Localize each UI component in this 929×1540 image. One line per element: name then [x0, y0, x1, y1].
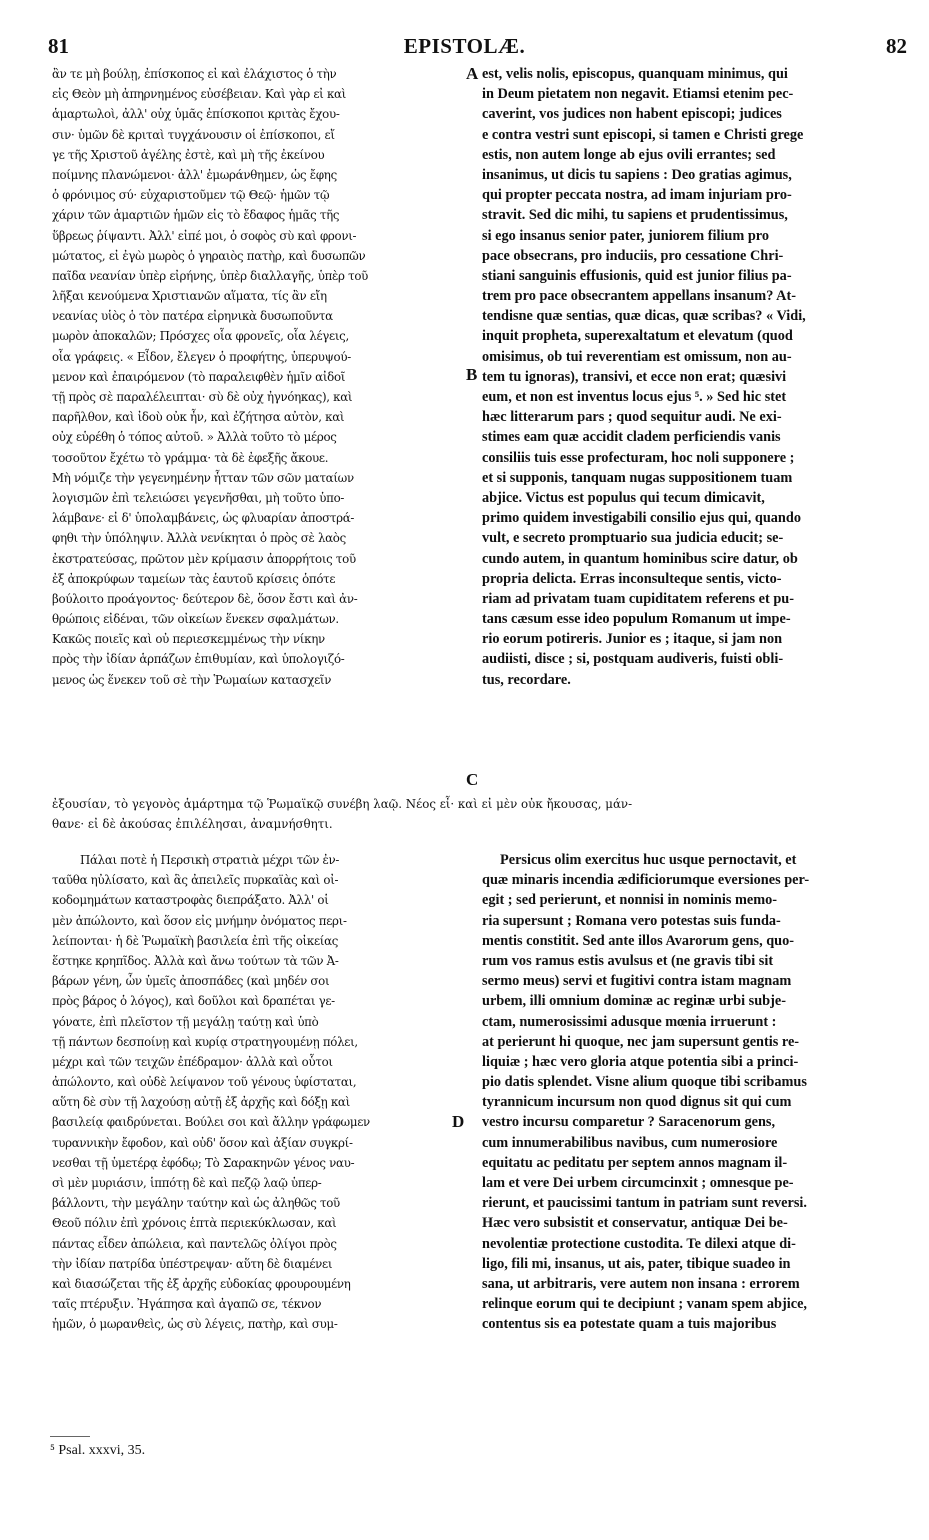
latin-col-a-line: stravit. Sed dic mihi, tu sapiens et prudentissimus, [482, 207, 788, 224]
latin-col-a-line: insanimus, ut dicis tu sapiens : Deo gratias agimus, [482, 166, 792, 183]
greek-col-b-line: πρὸς βάρος ὁ λόγος), καὶ δοῦλοι καὶ δραπέται γε- [52, 994, 335, 1009]
latin-col-a-line: tendisne quæ sentias, quæ dicas, quæ scribas? « Vidi, [482, 308, 806, 325]
latin-col-a-line: inquit propheta, superexaltatum et elevatum (quod [482, 328, 793, 345]
latin-col-a-line: abjice. Victus est populus qui tecum dimicavit, [482, 489, 765, 506]
greek-col-a-line: γε τῆς Χριστοῦ ἀγέλης ἐστὲ, καὶ μὴ τῆς ἐκείνου [52, 147, 325, 162]
latin-col-b-line: contentus sis ea potestate quam a tuis majoribus [482, 1316, 777, 1333]
greek-col-a-line: θρώποις εἰδέναι, τῶν οἰκείων ἕνεκεν σφαλμάτων. [52, 612, 339, 627]
latin-col-a-line: pace obsecrans, pro induciis, pro cessatione Chri- [482, 247, 784, 264]
greek-col-b-line: βασιλείᾳ φαιδρύνεται. Βούλει σοι καὶ ἄλλην γράφωμεν [52, 1115, 370, 1130]
latin-col-a-line: in Deum pietatem non negavit. Etiamsi etenim pec- [482, 86, 794, 103]
greek-col-a-line: μενος ὡς ἕνεκεν τοῦ σὲ τὴν Ῥωμαίων κατασχεῖν [52, 672, 332, 687]
greek-col-a-line: οὐχ εὑρέθη ὁ τόπος αὐτοῦ. » Ἀλλὰ τοῦτο τὸ μέρος [52, 430, 337, 445]
latin-col-b-line: vestro incursu comparetur ? Saracenorum gens, [482, 1114, 776, 1131]
greek-col-a-line: ὕβρεως ῥίψαντι. Ἀλλ' εἰπέ μοι, ὁ σοφὸς σὺ καὶ φρονι- [52, 228, 357, 243]
greek-column-a [52, 64, 467, 690]
page-number-right: 82 [886, 34, 907, 58]
greek-col-a-line: ἂν τε μὴ βούλῃ, ἐπίσκοπος εἰ καὶ ἐλάχιστος ὁ τὴν [52, 67, 337, 81]
latin-col-b-line: ligo, fili mi, insanus, ut ais, pater, tibique suadeo in [482, 1255, 791, 1272]
greek-col-b-line: τὴν ἰδίαν πατρίδα ὑπέστρεψαν· αὕτη δὲ διαμένει [52, 1256, 333, 1271]
latin-col-a-line: trem pro pace obsecrantem appellans insanum? At- [482, 288, 797, 305]
latin-col-b-line: rum vos ramus estis avulsus et (ne gravis tibi sit [482, 952, 774, 969]
greek-col-a-line: μώτατος, εἰ ἐγὼ μωρὸς ὁ γηραιὸς πατὴρ, καὶ δυσωπῶν [52, 248, 366, 263]
latin-col-a-line: rio eorum potireris. Junior es ; itaque, si jam non [482, 631, 783, 648]
latin-col-b-line: urbem, illi omnium dominæ ac reginæ urbi subje- [482, 993, 786, 1010]
greek-col-a-line: τοσοῦτον ἔχέτω τὸ γράμμα· τὰ δὲ ἐφεξῆς ἄκουε. [52, 450, 329, 465]
latin-col-b-line: relinque eorum qui te decipiunt ; vanam spem abjice, [482, 1296, 807, 1313]
latin-col-a-line: tans cæsum esse ideo populum Romanum ut impe- [482, 611, 791, 628]
latin-col-a-line: qui propter peccata nostra, ad imam injuriam pro- [482, 187, 792, 204]
latin-col-b-line: sana, ut arbitraris, vere autem non insana : errorem [482, 1275, 800, 1292]
greek-col-a-line: τῇ πρὸς σὲ παραλέλειπται· σὺ δὲ οὐχ ἠγνόηκας), καὶ [52, 390, 353, 404]
greek-col-b-line: Πάλαι ποτὲ ἡ Περσικὴ στρατιὰ μέχρι τῶν ἐν- [80, 853, 340, 867]
greek-full-line: θανε· εἰ δὲ ἀκούσας ἐπιλέλησαι, ἀναμνήσθητι. [52, 817, 333, 832]
latin-col-b-line: cum innumerabilibus navibus, cum numerosiore [482, 1134, 778, 1151]
latin-col-b-line: pio datis splendet. Visne alium quoque tibi scribamus [482, 1074, 807, 1091]
latin-col-a-line: caverint, vos judices non habent episcopi; judices [482, 106, 782, 123]
greek-col-a-line: ἐξ ἀποκρύφων ταμείων τὰς ἑαυτοῦ κρίσεις ὁπότε [52, 571, 336, 586]
greek-col-b-line: βάλλοντι, τὴν μεγάλην ταύτην καὶ ὡς ἀληθῶς τοῦ [52, 1196, 340, 1211]
latin-col-b-line: Persicus olim exercitus huc usque pernoctavit, et [500, 852, 797, 868]
latin-col-b-line: ctam, numerosissimi adusque mœnia irruerunt : [482, 1013, 777, 1030]
latin-col-b-line: Hæc vero subsistit et conservatur, antiquæ Dei be- [482, 1215, 788, 1232]
greek-col-b-line: ἡμῶν, ὁ μωρανθεὶς, ὡς σὺ λέγεις, πατὴρ, καὶ συμ- [52, 1317, 338, 1332]
latin-col-a-line: audiisti, disce ; si, postquam audiveris, fuisti obli- [482, 651, 784, 668]
greek-col-a-line: φηθι τὴν ὑπόληψιν. Ἀλλὰ νενίκηται ὁ πρὸς σὲ λαὸς [52, 531, 346, 546]
greek-col-a-line: ἁμαρτωλοὶ, ἀλλ' οὐχ ὑμᾶς ἐπίσκοποι κριτὰς ἔχου- [52, 107, 340, 122]
greek-col-b-line: γόνατε, ἐπὶ πλεῖστον τῇ μεγάλῃ ταύτῃ καὶ ὑπὸ [52, 1014, 319, 1029]
greek-full-line: ἐξουσίαν, τὸ γεγονὸς ἁμάρτημα τῷ Ῥωμαϊκῷ συνέβη λαῷ. Νέος εἶ· καὶ εἰ μὲν οὐκ ἤκουσας, μάν- [52, 797, 633, 811]
marker-c: C [466, 770, 479, 789]
latin-col-a-line: si ego insanus senior pater, juniorem filium pro [482, 227, 770, 244]
greek-col-b-line: ταῖς πτέρυξιν. Ἠγάπησα καὶ ἀγαπῶ σε, τέκνον [52, 1297, 322, 1312]
marker-d: D [452, 1112, 465, 1131]
greek-col-a-line: παρῆλθον, καὶ ἰδοὺ οὐκ ἦν, καὶ ἐζήτησα αὐτὸν, καὶ [52, 410, 345, 425]
greek-col-a-line: λάμβανε· εἰ δ' ὑπολαμβάνεις, ὡς φλυαρίαν ἀποστρά- [52, 511, 355, 526]
greek-col-a-line: χάριν τῶν ἁμαρτιῶν ἡμῶν εἰς τὸ ἔδαφος ἡμᾶς τῆς [52, 208, 340, 223]
greek-col-b-line: καὶ διασώζεται τῆς ἐξ ἀρχῆς εὐδοκίας φρουρουμένη [52, 1276, 351, 1291]
greek-col-a-line: βούλοιτο προάγοντος· δεύτερον δὲ, ὅσον ἔστι καὶ ἀν- [52, 591, 358, 606]
latin-col-a-line: tem tu ignoras), transivi, et ecce non erat; quæsivi [482, 368, 787, 385]
greek-col-b-line: αὕτη δὲ σὺν τῇ λαχούσῃ αὐτῇ ἐξ ἀρχῆς καὶ δόξῃ καὶ [52, 1095, 350, 1110]
footnote-rule [50, 1436, 90, 1437]
marker-a: A [466, 64, 479, 83]
greek-col-b-line: κοδομημάτων καταστροφὰς διεπράξατο. Ἀλλ' οἱ [52, 893, 329, 908]
latin-col-b-line: rierunt, et paucissimi tantum in patriam sunt reversi. [482, 1195, 807, 1212]
marker-b: B [466, 365, 478, 384]
greek-col-b-line: Θεοῦ πόλιν ἐπὶ χρόνοις ἑπτὰ περιεκύκλωσαν, καὶ [52, 1216, 337, 1231]
latin-col-a-line: tus, recordare. [482, 671, 571, 688]
latin-column-b [482, 850, 914, 1335]
latin-col-b-line: nevolentiæ protectione custodita. Te dilexi atque di- [482, 1235, 796, 1252]
latin-col-b-line: egit ; sed perierunt, et nonnisi in nominis memo- [482, 892, 778, 909]
latin-col-b-line: tyrannicum incursum non quod dignus sit qui cum [482, 1094, 792, 1111]
latin-col-a-line: primo quidem investigabili consilio ejus qui, quando [482, 510, 801, 527]
latin-col-b-line: at perierunt hi quoque, nec jam supersunt gentis re- [482, 1033, 800, 1050]
running-title: EPISTOLÆ. [403, 34, 526, 58]
page-number-left: 81 [48, 34, 69, 58]
greek-col-a-line: μωρὸν ἀποκαλῶν; Πρόσχες οἷα φρονεῖς, οἷα λέγεις, [52, 329, 349, 344]
greek-col-b-line: σὶ μὲν μυριάσιν, ἱππότῃ δὲ καὶ πεζῷ λαῷ ὑπερ- [52, 1176, 322, 1190]
latin-col-a-line: omisimus, ob tui reverentiam est omissum, non au- [482, 348, 792, 365]
greek-col-b-line: βάρων γένη, ὧν ὑμεῖς ἀποσπάδες (καὶ μηδέν σοι [52, 974, 330, 989]
greek-col-a-line: λῆξαι κενούμενα Χριστιανῶν αἵματα, τίς ἂν εἴη [52, 289, 327, 304]
greek-col-a-line: Μὴ νόμιζε τὴν γεγενημένην ἧτταν τῶν σῶν ματαίων [52, 470, 354, 485]
greek-col-a-line: μενον καὶ ἐπαιρόμενον (τὸ παραλειφθὲν ἡμῖν αἰδοῖ [52, 369, 346, 384]
greek-col-a-line: παῖδα νεανίαν ὑπὲρ εἰρήνης, ὑπὲρ διαλλαγῆς, ὑπὲρ τοῦ [52, 268, 369, 283]
latin-col-a-line: stimes eam quæ accidit cladem perficiendis vanis [482, 429, 781, 446]
greek-col-a-line: πρὸς τὴν ἰδίαν ἁρπάζων ἐπιθυμίαν, καὶ ὑπολογιζό- [52, 652, 345, 667]
greek-col-b-line: μέχρι καὶ τῶν τειχῶν ἐπέδραμον· ἀλλὰ καὶ οὗτοι [52, 1054, 333, 1069]
greek-col-b-line: ἕστηκε κρηπῖδος. Ἀλλὰ καὶ ἄνω τούτων τὰ τῶν Ἀ- [52, 953, 339, 968]
latin-col-b-line: ria supersunt ; Romana vero potestas suis funda- [482, 912, 781, 929]
greek-col-a-line: Κακῶς ποιεῖς καὶ οὐ περιεσκεμμένως τὴν νίκην [52, 632, 325, 647]
latin-col-b-line: sermo meus) servi et fugitivi contra istam magnam [482, 973, 792, 990]
footnote: ⁵ Psal. xxxvi, 35. [50, 1443, 146, 1458]
latin-col-a-line: et si supponis, tanquam nugas suppositionem tuam [482, 469, 793, 486]
greek-col-b-line: λείπονται· ἡ δὲ Ῥωμαϊκὴ βασιλεία ἐπὶ τῆς οἰκείας [52, 933, 339, 948]
latin-col-b-line: equitatu ac peditatu per septem annos magnam il- [482, 1154, 788, 1171]
greek-full-width-lines [52, 794, 912, 834]
greek-col-b-line: νεσθαι τῇ ὑμετέρᾳ ἐφόδῳ; Τὸ Σαρακηνῶν γένος ναυ- [52, 1155, 355, 1170]
greek-col-a-line: ποίμνης πλανώμενοι· ἀλλ' ἐμωράνθημεν, ὡς ἔφης [52, 167, 337, 182]
greek-col-b-line: τῇ πάντων δεσποίνῃ καὶ κυρίᾳ στρατηγουμένῃ πόλει, [52, 1034, 358, 1049]
latin-col-b-line: liquiæ ; hæc vero gloria atque potentia sibi a princi- [482, 1053, 799, 1070]
latin-column-a [482, 64, 914, 690]
latin-col-a-line: vult, e secreto promptuario sua judicia educit; se- [482, 530, 784, 547]
greek-col-b-line: τυραννικὴν ἔφοδον, καὶ οὐδ' ὅσον καὶ ἀξίαν συγκρί- [52, 1135, 353, 1150]
latin-col-a-line: stiani sanguinis effusionis, quid est junior filius pa- [482, 267, 792, 284]
greek-col-a-line: ὁ φρόνιμος σύ· εὐχαριστοῦμεν τῷ Θεῷ· ἡμῶν τῷ [52, 188, 330, 203]
latin-col-a-line: est, velis nolis, episcopus, quanquam minimus, qui [482, 66, 788, 82]
latin-col-a-line: riam ad privatam tuam cupiditatem referens et pu- [482, 590, 794, 607]
latin-col-a-line: eum, et non est inventus locus ejus ⁵. » Sed hic stet [482, 389, 787, 405]
greek-col-b-line: μὲν ἀπώλοντο, καὶ ὅσον εἰς μνήμην ὀνόματος περι- [52, 913, 347, 928]
greek-col-b-line: ἀπώλοντο, καὶ οὐδὲ λείψανον τοῦ γένους ὑφίσταται, [52, 1075, 357, 1090]
latin-col-a-line: e contra vestri sunt episcopi, si tamen e Christi grege [482, 126, 804, 143]
latin-col-b-line: quæ minaris incendia ædificiorumque eversiones per- [482, 872, 810, 889]
latin-col-a-line: propria delicta. Erras inconsulteque sentis, victo- [482, 570, 782, 587]
latin-col-a-line: hæc litterarum pars ; quod sequitur audi. Ne exi- [482, 409, 782, 426]
latin-col-a-line: consiliis tuis esse profecturam, hoc noli supponere ; [482, 449, 795, 466]
latin-col-b-line: lam et vere Dei urbem circumcinxit ; omnesque pe- [482, 1175, 794, 1191]
greek-col-a-line: ἐκστρατεύσας, πρῶτον μὲν κρίμασιν ἀπορρήτοις τοῦ [52, 551, 356, 566]
latin-col-a-line: estis, non autem longe ab ejus ovili errantes; sed [482, 146, 776, 163]
greek-column-b [52, 850, 452, 1335]
greek-col-a-line: οἷα γράφεις. « Εἶδον, ἔλεγεν ὁ προφήτης, ὑπερυψού- [52, 349, 351, 364]
greek-col-a-line: νεανίας υἱὸς ὁ τὸν πατέρα εἰρηνικὰ δυσωποῦντα [52, 309, 333, 324]
greek-col-a-line: σιν· ὑμῶν δὲ κριταὶ τυγχάνουσιν οἱ ἐπίσκοποι, εἴ [52, 127, 335, 142]
latin-col-b-line: mentis constitit. Sed ante illos Avarorum gens, quo- [482, 932, 795, 949]
latin-col-a-line: cundo autem, in quantum hominibus scire datur, ob [482, 550, 798, 567]
greek-col-a-line: λογισμῶν ἐπὶ τελειώσει γεγενῆσθαι, μὴ τοῦτο ὑπο- [52, 490, 345, 505]
greek-col-b-line: πάντας εἶδεν ἀπώλεια, καὶ παντελῶς ὀλίγοι πρὸς [52, 1236, 337, 1251]
greek-col-a-line: εἰς Θεὸν μὴ ἀπηρνημένος εὐσέβειαν. Καὶ γὰρ εἰ καὶ [52, 87, 347, 102]
greek-col-b-line: ταῦθα ηὐλίσατο, καὶ ἃς ἀπειλεῖς πυρκαϊὰς καὶ οἰ- [52, 873, 339, 888]
